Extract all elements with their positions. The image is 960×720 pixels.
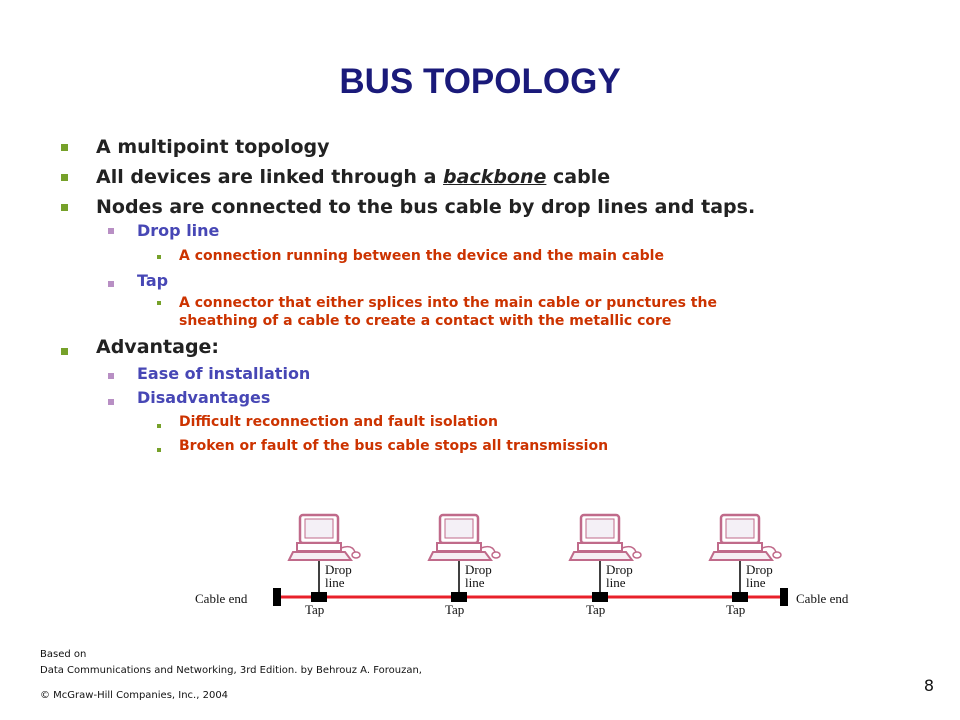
drop-label: Drop: [325, 562, 352, 577]
tap-desc-line2: sheathing of a cable to create a contact with the metallic core: [179, 313, 672, 329]
disadvantages-label: Disadvantages: [137, 388, 271, 407]
cpu-base: [297, 543, 341, 551]
cpu-base: [578, 543, 622, 551]
backbone-emphasis: backbone: [443, 166, 547, 188]
tap-label: Tap: [726, 602, 746, 617]
keyboard-icon: [429, 552, 491, 560]
monitor-screen: [305, 519, 333, 538]
tap-connector: [451, 592, 467, 602]
cable-end-cap-right: [780, 588, 788, 606]
drop-line-label: Drop line: [137, 221, 220, 240]
disadvantage-item-2: Broken or fault of the bus cable stops all transmission: [179, 438, 609, 454]
cable-end-label-left: Cable end: [195, 591, 248, 606]
drop-label: line: [606, 575, 626, 590]
drop-line-desc: A connection running between the device and the main cable: [179, 248, 664, 264]
footer-book: Data Communications and Networking, 3rd Edition. by Behrouz A. Forouzan,: [40, 665, 422, 676]
disadvantage-item-1: Difficult reconnection and fault isolation: [179, 414, 498, 430]
mouse-icon: [352, 552, 360, 558]
drop-label: line: [746, 575, 766, 590]
tap-label: Tap: [586, 602, 606, 617]
tap-connector: [592, 592, 608, 602]
drop-label: Drop: [606, 562, 633, 577]
keyboard-icon: [710, 552, 772, 560]
slide-title: BUS TOPOLOGY: [339, 62, 621, 101]
ease-of-installation: Ease of installation: [137, 364, 311, 383]
mouse-icon: [773, 552, 781, 558]
monitor-screen: [726, 519, 754, 538]
drop-label: Drop: [746, 562, 773, 577]
bullet-multipoint: A multipoint topology: [96, 136, 330, 158]
monitor-screen: [445, 519, 473, 538]
mouse-icon: [492, 552, 500, 558]
keyboard-icon: [570, 552, 632, 560]
drop-label: Drop: [465, 562, 492, 577]
keyboard-icon: [289, 552, 351, 560]
bullet-backbone: All devices are linked through a backbone cable: [96, 166, 611, 188]
tap-label: Tap: [137, 271, 169, 290]
monitor-screen: [586, 519, 614, 538]
bullet-advantage: Advantage:: [96, 336, 220, 358]
cable-end-label-right: Cable end: [796, 591, 849, 606]
footer-based-on: Based on: [40, 649, 87, 660]
cable-end-cap-left: [273, 588, 281, 606]
tap-connector: [311, 592, 327, 602]
mouse-icon: [633, 552, 641, 558]
cpu-base: [718, 543, 762, 551]
cpu-base: [437, 543, 481, 551]
footer-copyright: © McGraw-Hill Companies, Inc., 2004: [40, 690, 229, 701]
tap-label: Tap: [305, 602, 325, 617]
tap-desc-line1: A connector that either splices into the main cable or punctures the: [179, 295, 717, 311]
drop-label: line: [465, 575, 485, 590]
drop-label: line: [325, 575, 345, 590]
tap-connector: [732, 592, 748, 602]
page-number: 8: [923, 676, 934, 695]
bullet-nodes: Nodes are connected to the bus cable by drop lines and taps.: [96, 196, 756, 218]
tap-label: Tap: [445, 602, 465, 617]
